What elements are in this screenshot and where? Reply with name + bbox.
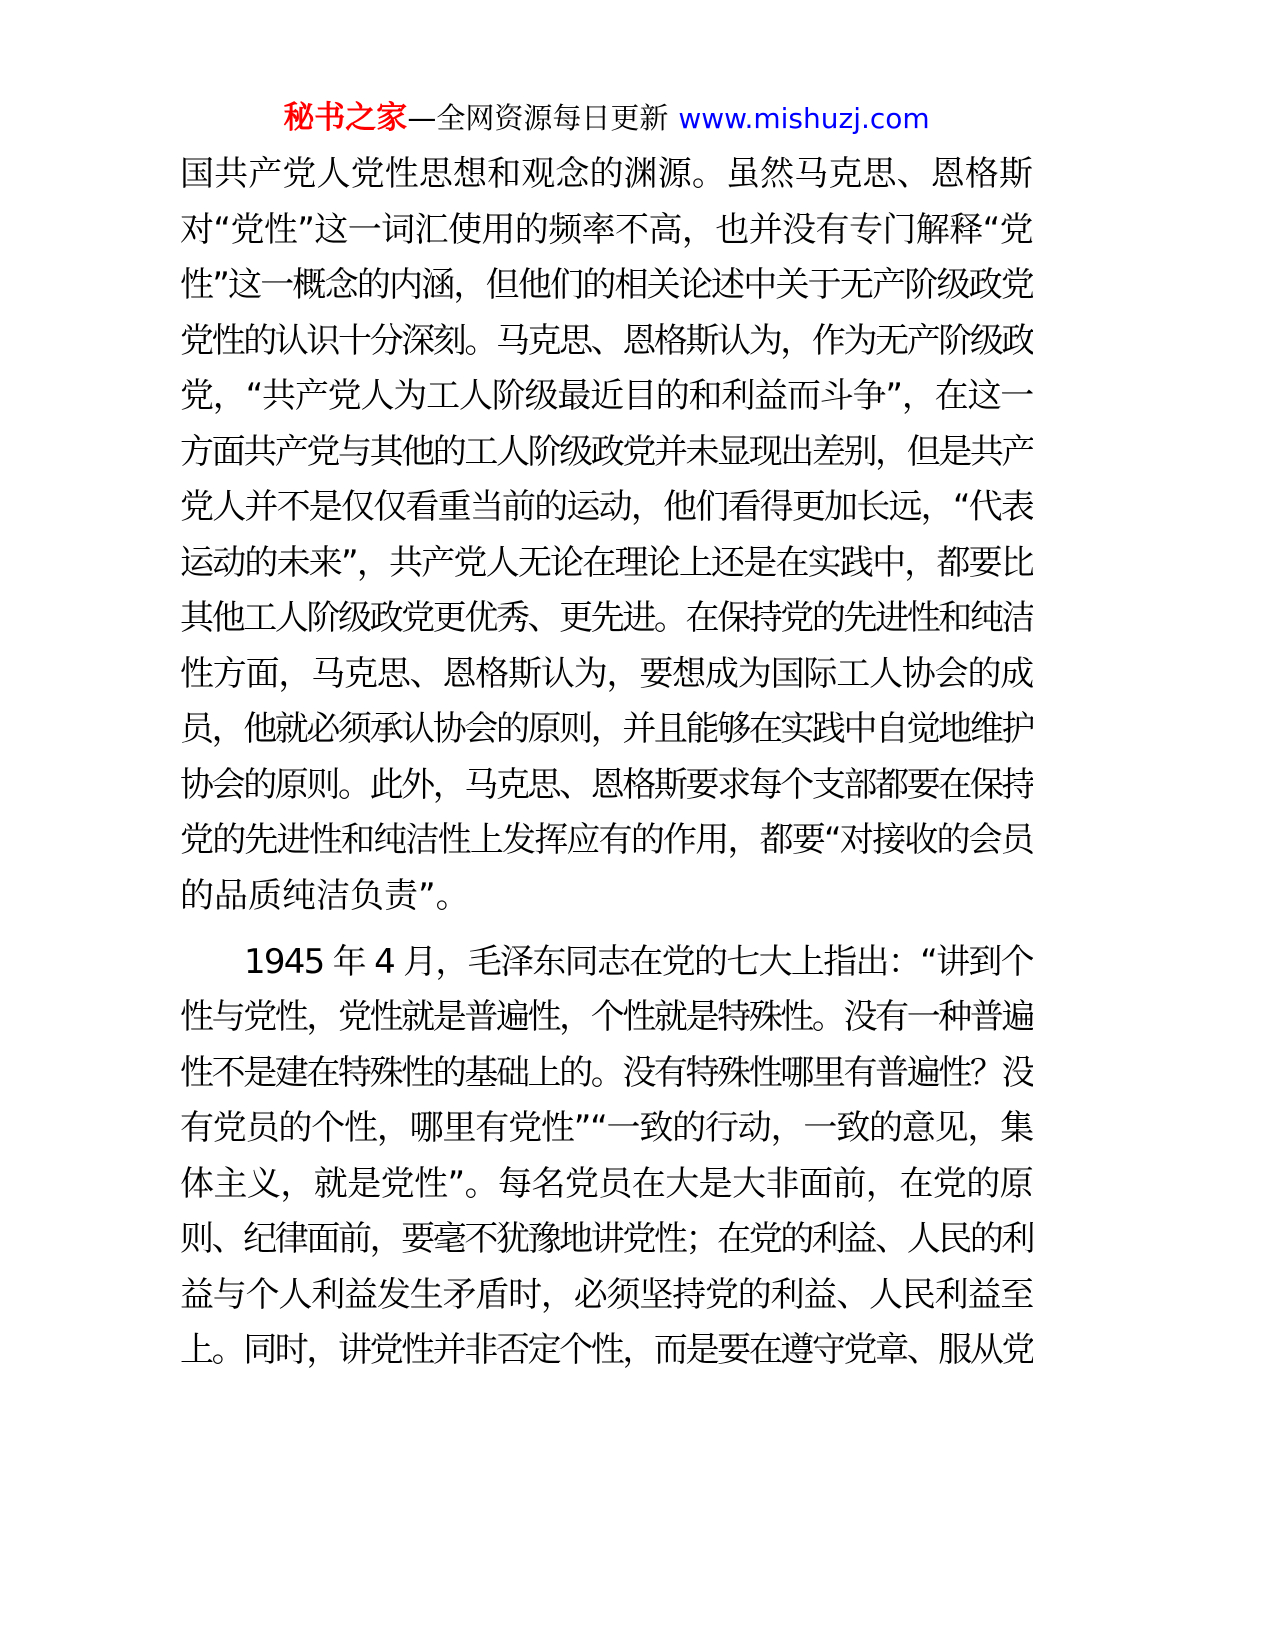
text-line: 性”这一概念的内涵，但他们的相关论述中关于无产阶级政党 [180,265,1033,305]
paragraph-2 [180,935,1033,1379]
text-line: 员，他就必须承认协会的原则，并且能够在实践中自觉地维护 [180,709,1033,749]
text-line: 1945 年 4 月，毛泽东同志在党的七大上指出：“讲到个 [244,941,1033,982]
document-body [180,147,1033,1379]
text-line: 党性的认识十分深刻。马克思、恩格斯认为，作为无产阶级政 [180,320,1033,361]
text-line: 性不是建在特殊性的基础上的。没有特殊性哪里有普遍性？没 [180,1052,1033,1093]
text-line: 其他工人阶级政党更优秀、更先进。在保持党的先进性和纯洁 [180,598,1033,638]
text-line: 党的先进性和纯洁性上发挥应有的作用，都要“对接收的会员 [180,820,1033,860]
text-line: 党，“共产党人为工人阶级最近目的和利益而斗争”，在这一 [180,376,1033,416]
site-tagline: —全网资源每日更新 [407,101,669,135]
site-url: www.mishuzj.com [678,102,930,135]
text-line: 方面共产党与其他的工人阶级政党并未显现出差别，但是共产 [180,431,1033,472]
text-line: 上。同时，讲党性并非否定个性，而是要在遵守党章、服从党 [180,1330,1033,1370]
paragraph-1 [180,147,1033,924]
text-line: 性方面，马克思、恩格斯认为，要想成为国际工人协会的成 [180,653,1033,694]
text-line: 对“党性”这一词汇使用的频率不高，也并没有专门解释“党 [180,209,1033,250]
text-line: 的品质纯洁负责”。 [180,875,470,916]
text-line: 益与个人利益发生矛盾时，必须坚持党的利益、人民利益至 [180,1274,1033,1315]
text-line: 有党员的个性，哪里有党性”“一致的行动，一致的意见，集 [180,1108,1033,1148]
text-line: 体主义，就是党性”。每名党员在大是大非面前，在党的原 [180,1163,1033,1204]
site-header [180,96,1033,140]
text-line: 党人并不是仅仅看重当前的运动，他们看得更加长远，“代表 [180,487,1033,527]
text-line: 运动的未来”，共产党人无论在理论上还是在实践中，都要比 [180,542,1033,583]
site-brand: 秘书之家 [283,100,408,136]
text-line: 则、纪律面前，要毫不犹豫地讲党性；在党的利益、人民的利 [180,1219,1033,1259]
text-line: 性与党性，党性就是普遍性，个性就是特殊性。没有一种普遍 [180,997,1033,1037]
text-line: 国共产党人党性思想和观念的渊源。虽然马克思、恩格斯 [180,154,1033,194]
text-line: 协会的原则。此外，马克思、恩格斯要求每个支部都要在保持 [180,764,1033,805]
